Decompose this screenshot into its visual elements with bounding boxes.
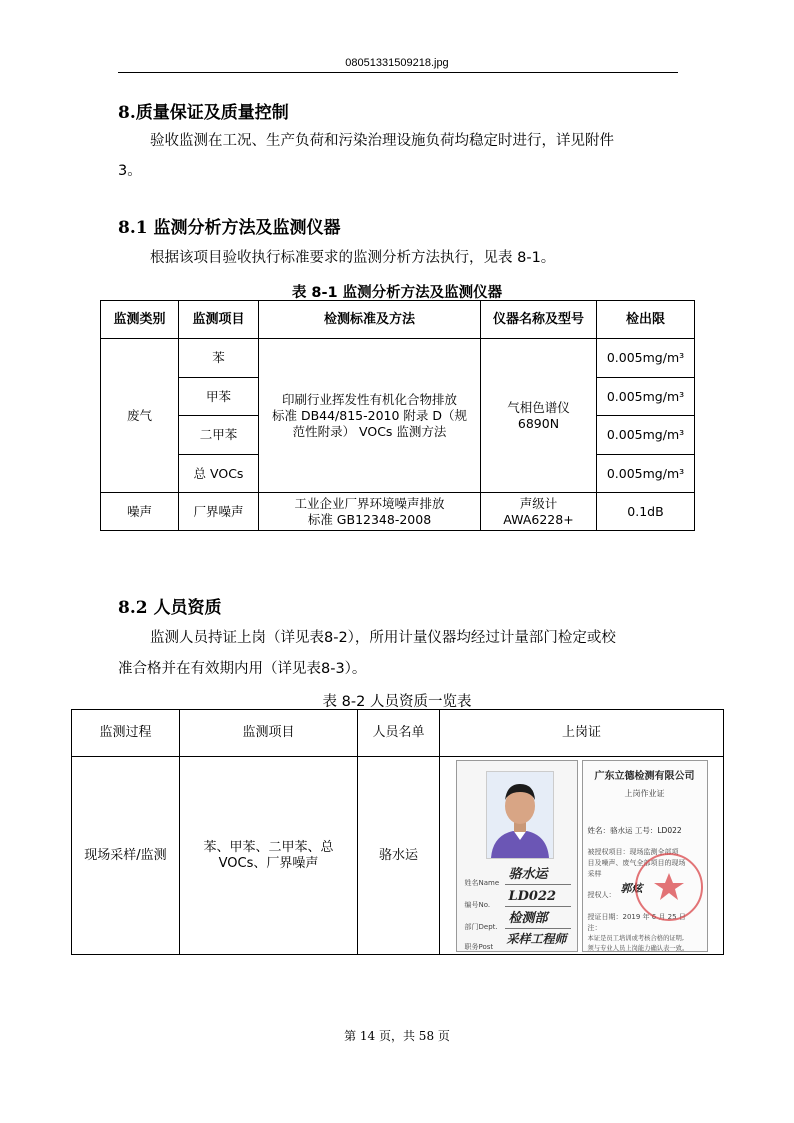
cert-label-post: 职务Post bbox=[464, 942, 494, 951]
section-8-1-title: 8.1 监测分析方法及监测仪器 bbox=[118, 218, 341, 238]
table1-limit-xylene: 0.005mg/m³ bbox=[597, 416, 695, 455]
table2-items-line2: VOCs、厂界噪声 bbox=[218, 855, 319, 871]
method-gas-line3: 范性附录） VOCs 监测方法 bbox=[292, 423, 447, 439]
table-8-1-caption: 表 8-1 监测分析方法及监测仪器 bbox=[291, 285, 503, 301]
cert-name-line: 姓名：骆水运 工号：LD022 bbox=[587, 825, 682, 835]
table1-limit-benzene: 0.005mg/m³ bbox=[597, 339, 695, 378]
method-gas-line2: 标准 DB44/815-2010 附录 D（规 bbox=[271, 407, 468, 423]
cert-label-no: 编号No. bbox=[464, 900, 491, 909]
section-8-title: 8.质量保证及质量控制 bbox=[118, 103, 289, 123]
person-photo bbox=[486, 771, 554, 859]
table1-item-total-vocs: 总 VOCs bbox=[179, 455, 259, 493]
table1-method-gas bbox=[259, 339, 481, 493]
table1-limit-noise: 0.1dB bbox=[597, 493, 695, 531]
table2-header-process: 监测过程 bbox=[72, 710, 180, 757]
cert-note-label: 注： bbox=[587, 923, 602, 932]
table1-item-benzene: 苯 bbox=[179, 339, 259, 378]
cert-date-line: 授证日期：2019 年 6 月 25 日 bbox=[587, 912, 686, 921]
table2-header-person: 人员名单 bbox=[358, 710, 440, 757]
table1-instrument-noise bbox=[481, 493, 597, 531]
cert-company: 广东立德检测有限公司 bbox=[594, 770, 695, 782]
section-8-para-line1: 验收监测在工况、生产负荷和污染治理设施负荷均稳定时进行，详见附件 bbox=[150, 133, 614, 149]
table1-limit-toluene: 0.005mg/m³ bbox=[597, 378, 695, 416]
table2-header-items: 监测项目 bbox=[180, 710, 358, 757]
noise-method-line1: 工业企业厂界环境噪声排放 bbox=[294, 495, 445, 511]
table1-header-method: 检测标准及方法 bbox=[259, 301, 481, 339]
table1-header-limit: 检出限 bbox=[597, 301, 695, 339]
method-gas-line1: 印刷行业挥发性有机化合物排放 bbox=[281, 391, 457, 407]
page-footer: 第 14 页，共 58 页 bbox=[344, 1029, 450, 1043]
file-name-header: 08051331509218.jpg bbox=[345, 57, 449, 69]
table1-item-toluene: 甲苯 bbox=[179, 378, 259, 416]
section-8-2-title: 8.2 人员资质 bbox=[118, 598, 222, 618]
table1-category-waste-gas: 废气 bbox=[101, 339, 179, 493]
table1-header-instrument: 仪器名称及型号 bbox=[481, 301, 597, 339]
section-8-1-para: 根据该项目验收执行标准要求的监测分析方法执行，见表 8-1。 bbox=[150, 250, 556, 266]
section-8-2-para-line2: 准合格并在有效期内用（详见表8-3）。 bbox=[118, 661, 367, 677]
table1-limit-total-vocs: 0.005mg/m³ bbox=[597, 455, 695, 493]
section-8-para-line2: 3。 bbox=[118, 163, 142, 179]
cert-scope-line2: 目及噪声、废气全部项目的现场 bbox=[587, 858, 686, 867]
header-divider bbox=[118, 72, 678, 73]
certificate-left-panel bbox=[456, 760, 578, 952]
noise-instrument-line2: AWA6228+ bbox=[503, 511, 574, 527]
table2-items-line1: 苯、甲苯、二甲苯、总 bbox=[203, 839, 334, 855]
cert-authorizer-label: 授权人： bbox=[587, 890, 616, 899]
cert-scope-line3: 采样 bbox=[587, 869, 602, 878]
cert-underline bbox=[505, 884, 571, 885]
red-seal-icon bbox=[633, 851, 705, 923]
noise-instrument-line1: 声级计 bbox=[519, 495, 558, 511]
table1-header-item: 监测项目 bbox=[179, 301, 259, 339]
section-8-2-para-line1: 监测人员持证上岗（详见表8-2），所用计量仪器均经过计量部门检定或校 bbox=[150, 630, 616, 646]
table1-item-xylene: 二甲苯 bbox=[179, 416, 259, 455]
table-8-2-caption: 表 8-2 人员资质一览表 bbox=[322, 694, 472, 710]
noise-method-line2: 标准 GB12348-2008 bbox=[307, 511, 432, 527]
cert-hand-post: 采样工程师 bbox=[506, 931, 567, 946]
cert-card-title: 上岗作业证 bbox=[624, 788, 665, 798]
cert-label-name: 姓名Name bbox=[464, 878, 500, 887]
cert-note-line2: 须与专业人员上岗能力确认表一致。 bbox=[587, 944, 689, 952]
cert-underline bbox=[505, 906, 571, 907]
cert-hand-no: LD022 bbox=[508, 888, 557, 904]
table-8-1 bbox=[100, 300, 695, 531]
table1-header-category: 监测类别 bbox=[101, 301, 179, 339]
instrument-gas-line1: 气相色谱仪 bbox=[507, 399, 570, 415]
table2-certificate-cell bbox=[440, 757, 724, 955]
table2-process: 现场采样/监测 bbox=[72, 757, 180, 955]
certificate-image bbox=[456, 760, 708, 952]
cert-label-dept: 部门Dept. bbox=[464, 922, 498, 931]
cert-underline bbox=[505, 928, 571, 929]
table2-header-certificate: 上岗证 bbox=[440, 710, 724, 757]
table1-method-noise bbox=[259, 493, 481, 531]
table2-person: 骆水运 bbox=[358, 757, 440, 955]
table1-instrument-gas bbox=[481, 339, 597, 493]
table2-items bbox=[180, 757, 358, 955]
instrument-gas-line2: 6890N bbox=[517, 415, 560, 431]
cert-hand-dept: 检测部 bbox=[508, 910, 548, 926]
table-8-2 bbox=[71, 709, 724, 955]
table1-item-noise: 厂界噪声 bbox=[179, 493, 259, 531]
cert-authorizer-sign: 郭炫 bbox=[620, 881, 643, 895]
certificate-right-panel bbox=[582, 760, 708, 952]
table1-category-noise: 噪声 bbox=[101, 493, 179, 531]
cert-hand-name: 骆水运 bbox=[508, 866, 548, 882]
cert-scope-line1: 被授权项目：现场监测全部项 bbox=[587, 847, 679, 856]
cert-note-line1: 本证是员工培训或考核合格的证明, bbox=[587, 934, 684, 942]
